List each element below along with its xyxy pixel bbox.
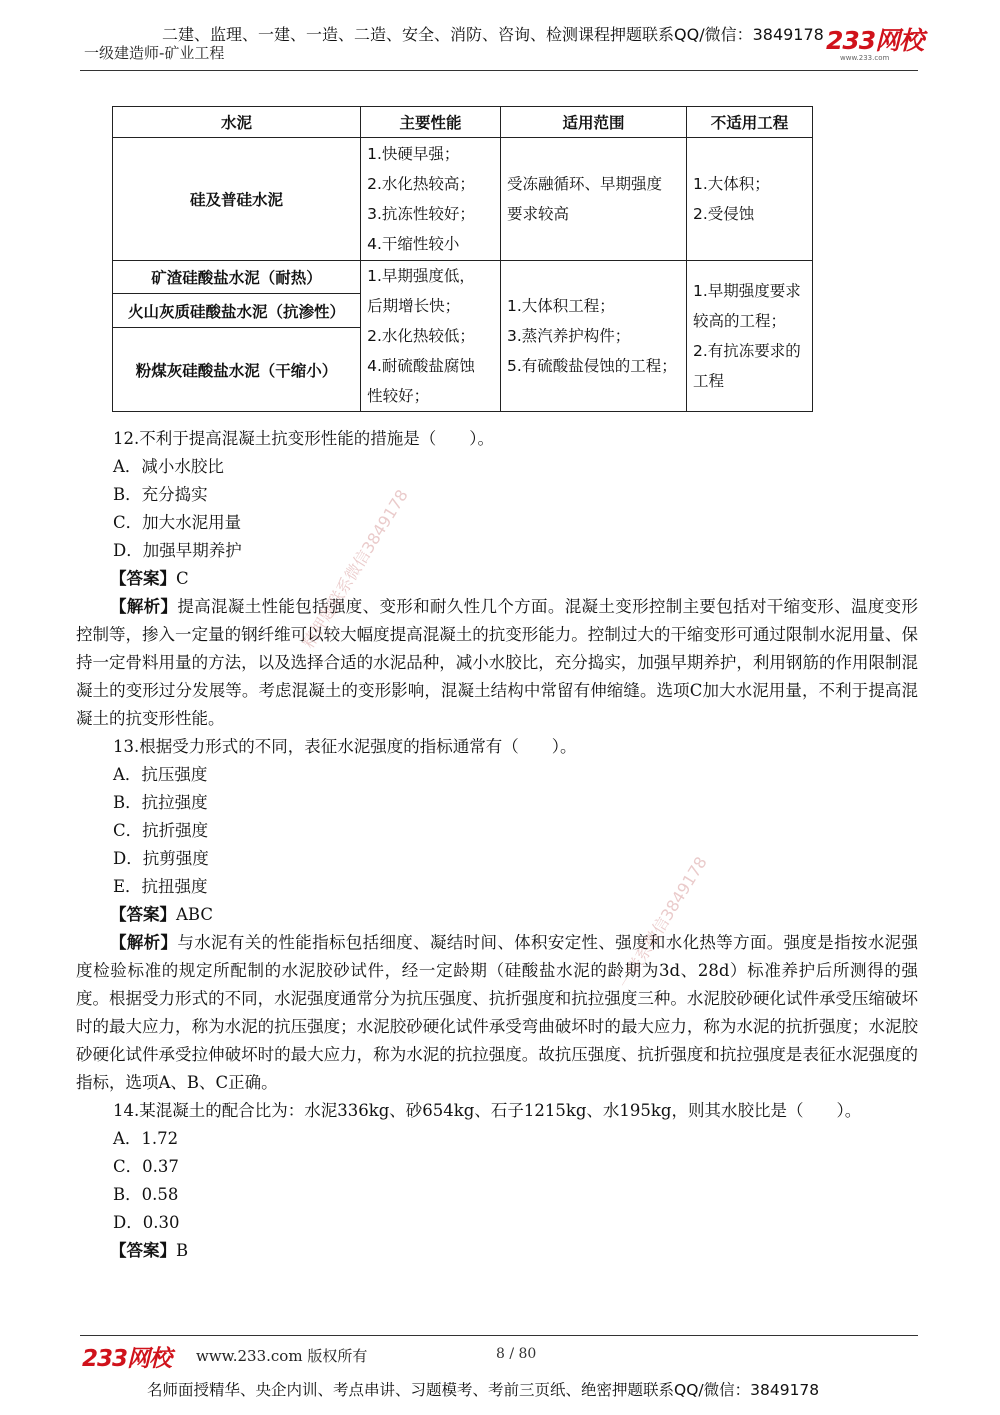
brand-logo-url: www.233.com [840, 54, 890, 62]
table-cell-unsuitable [687, 138, 813, 261]
question-13-text: 13.根据受力形式的不同，表征水泥强度的指标通常有（ ）。 [113, 737, 577, 756]
table-cell-cement-name: 硅及普硅水泥 [113, 138, 361, 261]
cell-line: 要求较高 [507, 205, 570, 223]
table-cell-performance [361, 261, 501, 412]
cell-line: 2.水化热较低； [367, 327, 475, 345]
analysis-text: 与水泥有关的性能指标包括细度、凝结时间、体积安定性、强度和水化热等方面。强度是指按水泥强度检验标准的规定所配制的水泥胶砂试件，经一定龄期（硅酸盐水泥的龄期为3d、28d）标准养护后所测得的强度。根据受力形式的不同，水泥强度通常分为抗压强度、抗折强度和抗拉强度三种。水泥胶砂硬化试件承受压缩破坏时的最大应力，称为水泥的抗压强度；水泥胶砂硬化试件承受弯曲破坏时的最大应力，称为水泥的抗折强度；水泥胶砂硬化试件承受拉伸破坏时的最大应力，称为水泥的抗拉强度。故抗压强度、抗折强度和抗拉强度是表征水泥强度的指标，选项A、B、C正确。 [76, 933, 919, 1092]
q13-option-d: D．抗剪强度 [113, 849, 209, 868]
table-header-performance: 主要性能 [361, 107, 501, 138]
footer-promo-text: 名师面授精华、央企内训、考点串讲、习题模考、考前三页纸、绝密押题联系QQ/微信：3849178 [147, 1381, 820, 1399]
question-14-text: 14.某混凝土的配合比为：水泥336kg、砂654kg、石子1215kg、水195kg，则其水胶比是（ ）。 [113, 1101, 862, 1120]
table-header-scope: 适用范围 [501, 107, 687, 138]
q13-option-b: B．抗拉强度 [113, 793, 208, 812]
table-cell-unsuitable [687, 261, 813, 412]
q13-option-e: E．抗扭强度 [113, 877, 208, 896]
table-cell-cement-name: 矿渣硅酸盐水泥（耐热） [113, 261, 361, 294]
answer-value: B [176, 1241, 189, 1260]
table-cell-cement-name: 火山灰质硅酸盐水泥（抗渗性） [113, 294, 361, 328]
q13-option-c: C．抗折强度 [113, 821, 209, 840]
cell-line: 1.早期强度要求 [693, 282, 801, 300]
cell-line: 5.有硫酸盐侵蚀的工程； [507, 357, 677, 375]
cell-line: 较高的工程； [693, 312, 787, 330]
table-header-unsuitable: 不适用工程 [687, 107, 813, 138]
cement-comparison-table [112, 106, 813, 412]
q12-option-d: D．加强早期养护 [113, 541, 242, 560]
watermark-text: 一联系微信3849178 [614, 853, 711, 992]
analysis-label: 【解析】 [110, 933, 178, 952]
cell-line: 工程 [693, 372, 725, 390]
q13-answer [110, 901, 213, 929]
brand-logo-text: 233网校 [826, 26, 924, 55]
cell-line: 1.大体积工程； [507, 297, 615, 315]
analysis-text: 提高混凝土性能包括强度、变形和耐久性几个方面。混凝土变形控制主要包括对干缩变形、温度变形控制等，掺入一定量的钢纤维可以较大幅度提高混凝土的抗变形能力。控制过大的干缩变形可通过限制水泥用量、保持一定骨料用量的方法，以及选择合适的水泥品种，减小水胶比，充分捣实，加强早期养护，利用钢筋的作用限制混凝土的变形过分发展等。考虑混凝土的变形影响，混凝土结构中常留有伸缩缝。选项C加大水泥用量，不利于提高混凝土的抗变形性能。 [76, 597, 919, 728]
cell-line: 2.有抗冻要求的 [693, 342, 801, 360]
watermark-text: 精押题联系微信3849178 [298, 486, 412, 652]
q12-analysis [76, 593, 918, 733]
q13-option-a: A．抗压强度 [113, 765, 208, 784]
cell-line: 3.抗冻性较好； [367, 205, 475, 223]
cell-line: 2.水化热较高； [367, 175, 475, 193]
q12-option-b: B．充分捣实 [113, 485, 208, 504]
table-cell-scope [501, 261, 687, 412]
q12-answer [110, 565, 189, 593]
answer-label: 【答案】 [110, 1241, 176, 1260]
q14-answer [110, 1237, 188, 1265]
cell-line: 1.大体积； [693, 175, 770, 193]
table-header-cement: 水泥 [113, 107, 361, 138]
cell-line: 后期增长快； [367, 297, 461, 315]
q14-option-1: A．1.72 [113, 1129, 179, 1148]
answer-label: 【答案】 [110, 569, 176, 588]
cell-line: 2.受侵蚀 [693, 205, 755, 223]
header-divider [80, 70, 918, 71]
table-header-row [113, 107, 813, 138]
q14-option-2: C．0.37 [113, 1157, 179, 1176]
footer-divider [80, 1335, 918, 1336]
cell-line: 受冻融循环、早期强度 [507, 175, 663, 193]
answer-value: ABC [176, 905, 213, 924]
table-cell-performance [361, 138, 501, 261]
table-cell-cement-name: 粉煤灰硅酸盐水泥（干缩小） [113, 328, 361, 412]
page-number: 8 / 80 [496, 1346, 537, 1362]
brand-logo[interactable] [826, 26, 924, 62]
cell-line: 1.早期强度低， [367, 267, 475, 285]
cell-line: 性较好； [367, 387, 430, 405]
table-cell-scope [501, 138, 687, 261]
answer-value: C [176, 569, 189, 588]
header-promo-text: 二建、监理、一建、一造、二造、安全、消防、咨询、检测课程押题联系QQ/微信：3849178 [162, 25, 824, 44]
answer-label: 【答案】 [110, 905, 176, 924]
header-subtitle: 一级建造师-矿业工程 [84, 44, 225, 62]
q12-option-c: C．加大水泥用量 [113, 513, 242, 532]
q12-option-a: A．减小水胶比 [113, 457, 224, 476]
cell-line: 3.蒸汽养护构件； [507, 327, 631, 345]
q14-option-3: B．0.58 [113, 1185, 179, 1204]
footer-logo[interactable]: 233网校 [82, 1346, 172, 1372]
cell-line: 4.耐硫酸盐腐蚀 [367, 357, 475, 375]
q14-option-4: D．0.30 [113, 1213, 180, 1232]
analysis-label: 【解析】 [110, 597, 178, 616]
cell-line: 4.干缩性较小 [367, 235, 460, 253]
question-12-text: 12.不利于提高混凝土抗变形性能的措施是（ ）。 [113, 429, 494, 448]
table-row [113, 261, 813, 294]
cell-line: 1.快硬早强； [367, 145, 460, 163]
footer-site-text[interactable]: www.233.com 版权所有 [196, 1347, 368, 1365]
table-row [113, 138, 813, 261]
q13-analysis [76, 929, 918, 1097]
